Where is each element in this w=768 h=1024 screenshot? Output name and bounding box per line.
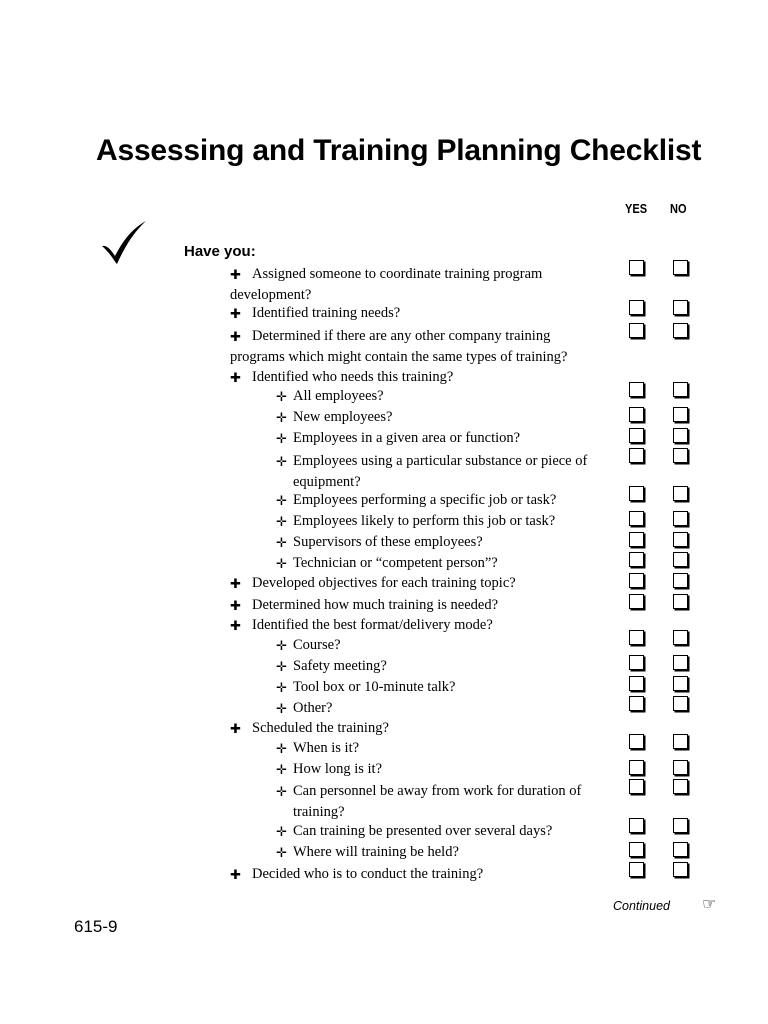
heavy-plus-icon: ✚ xyxy=(230,618,241,633)
heavy-plus-icon: ✚ xyxy=(230,306,241,321)
open-cross-icon: ✛ xyxy=(276,659,287,674)
checklist-item-text: Determined if there are any other company training programs which might contain the same types of training? xyxy=(230,328,568,365)
yes-checkbox[interactable] xyxy=(629,676,644,691)
no-checkbox[interactable] xyxy=(673,779,688,794)
checklist-item xyxy=(230,264,600,306)
checklist-item xyxy=(230,303,600,324)
checklist-item-text: Determined how much training is needed? xyxy=(252,597,499,613)
open-cross-icon: ✛ xyxy=(276,389,287,404)
checklist-item xyxy=(276,781,596,823)
no-checkbox[interactable] xyxy=(673,448,688,463)
checklist-item-text: Course? xyxy=(293,637,341,653)
yes-checkbox[interactable] xyxy=(629,552,644,567)
checklist-item xyxy=(276,451,596,493)
checklist-item-text: Can personnel be away from work for duration of training? xyxy=(293,783,582,820)
open-cross-icon: ✛ xyxy=(276,845,287,860)
checklist-item-text: Employees likely to perform this job or task? xyxy=(293,513,556,529)
checklist-item xyxy=(230,718,600,739)
yes-checkbox[interactable] xyxy=(629,630,644,645)
no-checkbox[interactable] xyxy=(673,382,688,397)
yes-checkbox[interactable] xyxy=(629,300,644,315)
yes-checkbox[interactable] xyxy=(629,382,644,397)
checklist-item xyxy=(276,759,596,780)
open-cross-icon: ✛ xyxy=(276,701,287,716)
no-checkbox[interactable] xyxy=(673,407,688,422)
yes-checkbox[interactable] xyxy=(629,696,644,711)
yes-checkbox[interactable] xyxy=(629,448,644,463)
continued-label: Continued xyxy=(613,899,670,913)
open-cross-icon: ✛ xyxy=(276,741,287,756)
checklist-item-text: When is it? xyxy=(293,740,360,756)
checklist-item xyxy=(276,656,596,677)
no-checkbox[interactable] xyxy=(673,696,688,711)
no-checkbox[interactable] xyxy=(673,486,688,501)
heavy-plus-icon: ✚ xyxy=(230,329,241,344)
checklist-item xyxy=(230,573,600,594)
yes-checkbox[interactable] xyxy=(629,779,644,794)
checklist-item-text: Other? xyxy=(293,700,333,716)
pointing-hand-icon: ☞ xyxy=(702,894,717,913)
checklist-item-text: Developed objectives for each training topic? xyxy=(252,575,516,591)
checklist-item xyxy=(276,698,596,719)
open-cross-icon: ✛ xyxy=(276,493,287,508)
open-cross-icon: ✛ xyxy=(276,514,287,529)
yes-checkbox[interactable] xyxy=(629,734,644,749)
checklist-item-text: Supervisors of these employees? xyxy=(293,534,483,550)
yes-checkbox[interactable] xyxy=(629,323,644,338)
no-checkbox[interactable] xyxy=(673,511,688,526)
checklist-item-text: Can training be presented over several days? xyxy=(293,823,553,839)
checklist-item xyxy=(276,407,596,428)
no-checkbox[interactable] xyxy=(673,630,688,645)
yes-checkbox[interactable] xyxy=(629,842,644,857)
yes-checkbox[interactable] xyxy=(629,407,644,422)
heavy-plus-icon: ✚ xyxy=(230,598,241,613)
page-number: 615-9 xyxy=(74,917,118,936)
no-checkbox[interactable] xyxy=(673,260,688,275)
checklist-item-text: Assigned someone to coordinate training program development? xyxy=(230,266,543,303)
heavy-plus-icon: ✚ xyxy=(230,267,241,282)
yes-checkbox[interactable] xyxy=(629,818,644,833)
no-column-header: NO xyxy=(670,201,687,216)
open-cross-icon: ✛ xyxy=(276,638,287,653)
checklist-item-text: Safety meeting? xyxy=(293,658,387,674)
yes-checkbox[interactable] xyxy=(629,532,644,547)
checklist-item-text: Tool box or 10-minute talk? xyxy=(293,679,456,695)
no-checkbox[interactable] xyxy=(673,532,688,547)
checklist-item-text: Decided who is to conduct the training? xyxy=(252,866,484,882)
checklist-item xyxy=(230,615,600,636)
no-checkbox[interactable] xyxy=(673,842,688,857)
open-cross-icon: ✛ xyxy=(276,824,287,839)
page-title: Assessing and Training Planning Checklist xyxy=(96,134,702,167)
checklist-item xyxy=(230,864,600,885)
open-cross-icon: ✛ xyxy=(276,431,287,446)
checklist-item xyxy=(276,428,596,449)
checklist-item xyxy=(276,386,596,407)
checklist-item xyxy=(276,490,596,511)
no-checkbox[interactable] xyxy=(673,300,688,315)
checklist-item-text: Employees performing a specific job or task? xyxy=(293,492,557,508)
no-checkbox[interactable] xyxy=(673,760,688,775)
checklist-item xyxy=(276,635,596,656)
checklist-item-text: Scheduled the training? xyxy=(252,720,389,736)
no-checkbox[interactable] xyxy=(673,594,688,609)
yes-checkbox[interactable] xyxy=(629,511,644,526)
no-checkbox[interactable] xyxy=(673,573,688,588)
no-checkbox[interactable] xyxy=(673,428,688,443)
checklist-item xyxy=(230,595,600,616)
checklist-item-text: Identified who needs this training? xyxy=(252,369,454,385)
checklist-item-text: Identified the best format/delivery mode? xyxy=(252,617,493,633)
open-cross-icon: ✛ xyxy=(276,784,287,799)
checklist-item xyxy=(276,738,596,759)
yes-checkbox[interactable] xyxy=(629,760,644,775)
checklist-item xyxy=(276,511,596,532)
checklist-item-text: Employees using a particular substance or piece of equipment? xyxy=(293,453,588,490)
checklist-item xyxy=(276,821,596,842)
yes-column-header: YES xyxy=(625,201,648,216)
check-mark-icon xyxy=(101,218,147,266)
no-checkbox[interactable] xyxy=(673,655,688,670)
no-checkbox[interactable] xyxy=(673,818,688,833)
checklist-item-text: Employees in a given area or function? xyxy=(293,430,521,446)
yes-checkbox[interactable] xyxy=(629,260,644,275)
checklist-item-text: How long is it? xyxy=(293,761,383,777)
no-checkbox[interactable] xyxy=(673,676,688,691)
checklist-item-text: Identified training needs? xyxy=(252,305,401,321)
yes-checkbox[interactable] xyxy=(629,428,644,443)
checklist-item xyxy=(276,677,596,698)
no-checkbox[interactable] xyxy=(673,862,688,877)
heavy-plus-icon: ✚ xyxy=(230,370,241,385)
open-cross-icon: ✛ xyxy=(276,535,287,550)
heavy-plus-icon: ✚ xyxy=(230,576,241,591)
checklist-item-text: Where will training be held? xyxy=(293,844,459,860)
yes-checkbox[interactable] xyxy=(629,486,644,501)
checklist-item-text: Technician or “competent person”? xyxy=(293,555,498,571)
yes-checkbox[interactable] xyxy=(629,594,644,609)
heavy-plus-icon: ✚ xyxy=(230,867,241,882)
yes-checkbox[interactable] xyxy=(629,573,644,588)
open-cross-icon: ✛ xyxy=(276,556,287,571)
checklist-item xyxy=(230,367,600,388)
checklist-item-text: All employees? xyxy=(293,388,384,404)
intro-label: Have you: xyxy=(184,243,256,260)
no-checkbox[interactable] xyxy=(673,552,688,567)
open-cross-icon: ✛ xyxy=(276,454,287,469)
heavy-plus-icon: ✚ xyxy=(230,721,241,736)
no-checkbox[interactable] xyxy=(673,734,688,749)
yes-checkbox[interactable] xyxy=(629,862,644,877)
open-cross-icon: ✛ xyxy=(276,762,287,777)
open-cross-icon: ✛ xyxy=(276,680,287,695)
checklist-item-text: New employees? xyxy=(293,409,393,425)
checklist-item xyxy=(230,326,600,368)
open-cross-icon: ✛ xyxy=(276,410,287,425)
yes-checkbox[interactable] xyxy=(629,655,644,670)
no-checkbox[interactable] xyxy=(673,323,688,338)
checklist-item xyxy=(276,553,596,574)
checklist-item xyxy=(276,842,596,863)
checklist-item xyxy=(276,532,596,553)
